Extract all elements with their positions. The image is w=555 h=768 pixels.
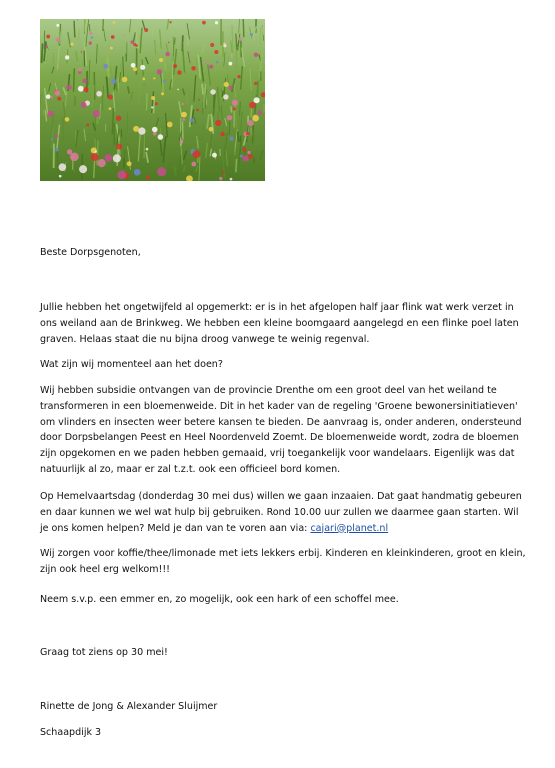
flower-meadow-photo bbox=[40, 19, 265, 181]
paragraph-subsidy: Wij hebben subsidie ontvangen van de provincie Drenthe om een groot deel van het weiland te transformeren in een bloemenweide. Dit in het kader van de regeling 'Groene bewonersinitiatieven' om vlinders en insecten weer betere kansen te bieden. De aanvraag is, onder anderen, ondersteund door Dorpsbelangen Peest en Heel Noordenveld Zoemt. De bloemenweide wordt, zodra de bloemen zijn opgekomen en we paden hebben gemaaid, vrij toegankelijk voor wandelaars. Eigenlijk was dat natuurlijk al zo, maar er zal t.z.t. ook een officieel bord komen. bbox=[40, 385, 522, 475]
paragraph-refreshments: Wij zorgen voor koffie/thee/limonade met iets lekkers erbij. Kinderen en kleinkinderen, groot en klein, zijn ook heel erg welkom!!! bbox=[40, 548, 526, 575]
paragraph-intro: Jullie hebben het ongetwijfeld al opgemerkt: er is in het afgelopen half jaar flink wat werk verzet in ons weiland aan de Brinkweg. We hebben een kleine boomgaard aangelegd en een flinke poel laten graven. Helaas staat die nu bijna droog vanwege te weinig regenval. bbox=[40, 302, 519, 345]
question-heading: Wat zijn wij momenteel aan het doen? bbox=[40, 359, 223, 370]
address: Schaapdijk 3 bbox=[40, 727, 102, 738]
signature: Rinette de Jong & Alexander Sluijmer bbox=[40, 701, 218, 712]
flower-meadow-image bbox=[40, 19, 265, 181]
paragraph-tools: Neem s.v.p. een emmer en, zo mogelijk, ook een hark of een schoffel mee. bbox=[40, 594, 399, 605]
paragraph-sowing bbox=[40, 489, 528, 536]
sowing-text: Op Hemelvaartsdag (donderdag 30 mei dus) willen we gaan inzaaien. Dat gaat handmatig gebeuren en daar kunnen we wel wat hulp bij gebruiken. Rond 10.00 uur zullen we daarmee gaan starten. Wil je ons komen helpen? Meld je dan van te voren aan via: bbox=[40, 491, 522, 534]
salutation: Beste Dorpsgenoten, bbox=[40, 247, 141, 258]
email-link[interactable]: cajari@planet.nl bbox=[310, 522, 389, 534]
closing-line: Graag tot ziens op 30 mei! bbox=[40, 647, 168, 658]
